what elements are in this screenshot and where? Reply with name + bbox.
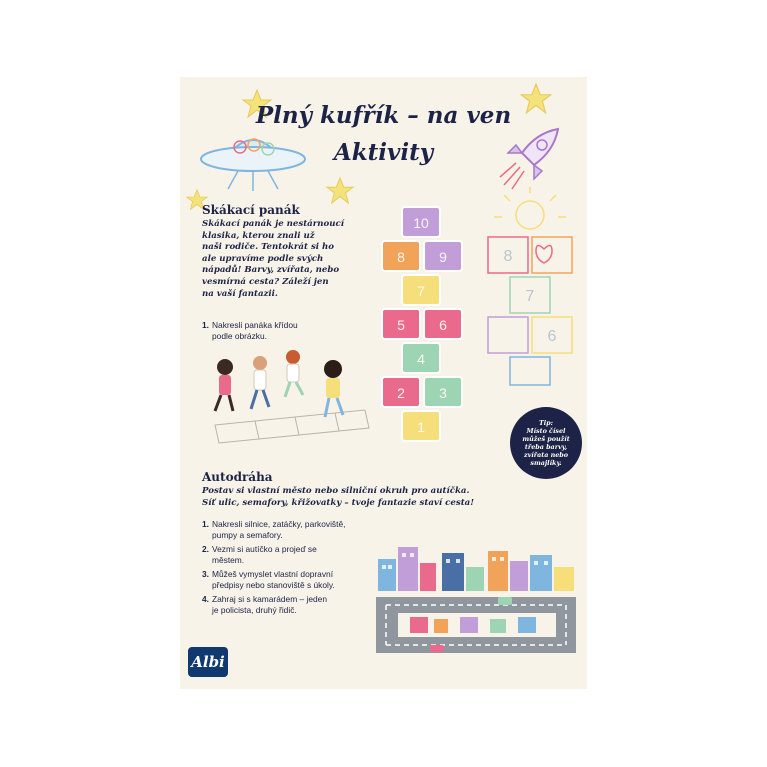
step-line: Můžeš vymyslet vlastní dopravní xyxy=(212,569,334,579)
page-title: Plný kufřík – na ven xyxy=(255,102,512,129)
hopscotch-label: 8 xyxy=(397,249,405,265)
intro-line: Síť ulic, semafory, křižovatky – tvoje fantazie staví cesta! xyxy=(202,497,475,508)
step-item xyxy=(202,544,372,566)
hopscotch-label: 2 xyxy=(397,385,405,401)
section-intro-hopscotch xyxy=(202,219,344,300)
step-line: Nakresli panáka křídou xyxy=(212,320,298,330)
tip-line: zvířata nebo xyxy=(523,451,569,459)
step-line: Nakresli silnice, zatáčky, parkoviště, xyxy=(212,519,346,529)
star-decor-mid xyxy=(326,177,354,205)
step-number: 2. xyxy=(202,544,209,554)
tip-line: můžeš použít xyxy=(522,435,570,443)
step-line: městem. xyxy=(212,555,245,565)
steps-racetrack xyxy=(202,519,372,619)
hopscotch-label: 6 xyxy=(439,317,447,333)
step-item xyxy=(202,569,372,591)
intro-line: vesmírná cesta? Záleží jen xyxy=(202,276,329,287)
tip-line: smajlíky. xyxy=(530,459,562,467)
intro-line: naši rodiče. Tentokrát si ho xyxy=(202,242,335,253)
chalk-label: 6 xyxy=(547,328,557,345)
step-line: Zahraj si s kamarádem – jeden xyxy=(212,594,327,604)
intro-line: ale upravíme podle svých xyxy=(202,253,324,264)
hopscotch-label: 5 xyxy=(397,317,405,333)
hopscotch-label: 7 xyxy=(417,283,425,299)
chalk-label: 7 xyxy=(525,288,535,305)
hopscotch-label: 9 xyxy=(439,249,447,265)
intro-line: na vaší fantazii. xyxy=(202,288,278,299)
intro-line: Skákací panák je nestárnoucí xyxy=(202,219,344,229)
step-number: 1. xyxy=(202,320,209,330)
hopscotch-chalk xyxy=(480,187,580,387)
step-line: předpisy nebo stanoviště s úkoly. xyxy=(212,580,335,590)
step-line: je policista, druhý řidič. xyxy=(212,605,297,615)
step-item xyxy=(202,519,372,541)
city-road-illustration xyxy=(370,537,585,657)
tip-line: Místo čísel xyxy=(526,427,566,435)
page-subtitle: Aktivity xyxy=(333,139,434,166)
tip-line: třeba barvy, xyxy=(524,443,568,451)
intro-line: Postav si vlastní město nebo silniční okruh pro autíčka. xyxy=(202,486,470,496)
intro-line: nápadů! Barvy, zvířata, nebo xyxy=(202,265,340,276)
step-item xyxy=(202,594,372,616)
hopscotch-label: 1 xyxy=(417,419,425,435)
logo-text: Albi xyxy=(191,653,225,671)
step-number: 1. xyxy=(202,519,209,529)
tip-line: Tip: xyxy=(538,419,553,427)
step-item xyxy=(202,320,342,342)
step-line: podle obrázku. xyxy=(212,331,267,341)
hopscotch-colored xyxy=(380,205,470,445)
hopscotch-label: 4 xyxy=(417,351,425,367)
albi-logo xyxy=(188,647,228,677)
section-intro-racetrack xyxy=(202,486,474,509)
step-line: pumpy a semafory. xyxy=(212,530,283,540)
step-line: Vezmi si autíčko a projeď se xyxy=(212,544,317,554)
kids-illustration xyxy=(195,347,370,452)
steps-hopscotch xyxy=(202,320,342,345)
section-heading-racetrack: Autodráha xyxy=(202,470,273,484)
tip-text xyxy=(516,419,576,467)
step-number: 4. xyxy=(202,594,209,604)
chalk-label: 8 xyxy=(503,248,513,265)
hopscotch-label: 3 xyxy=(439,385,447,401)
section-heading-hopscotch: Skákací panák xyxy=(202,203,300,217)
hopscotch-label: 10 xyxy=(413,215,429,231)
activity-card xyxy=(180,77,587,689)
step-number: 3. xyxy=(202,569,209,579)
tip-badge xyxy=(510,407,582,479)
intro-line: klasika, kterou znali už xyxy=(202,230,315,241)
